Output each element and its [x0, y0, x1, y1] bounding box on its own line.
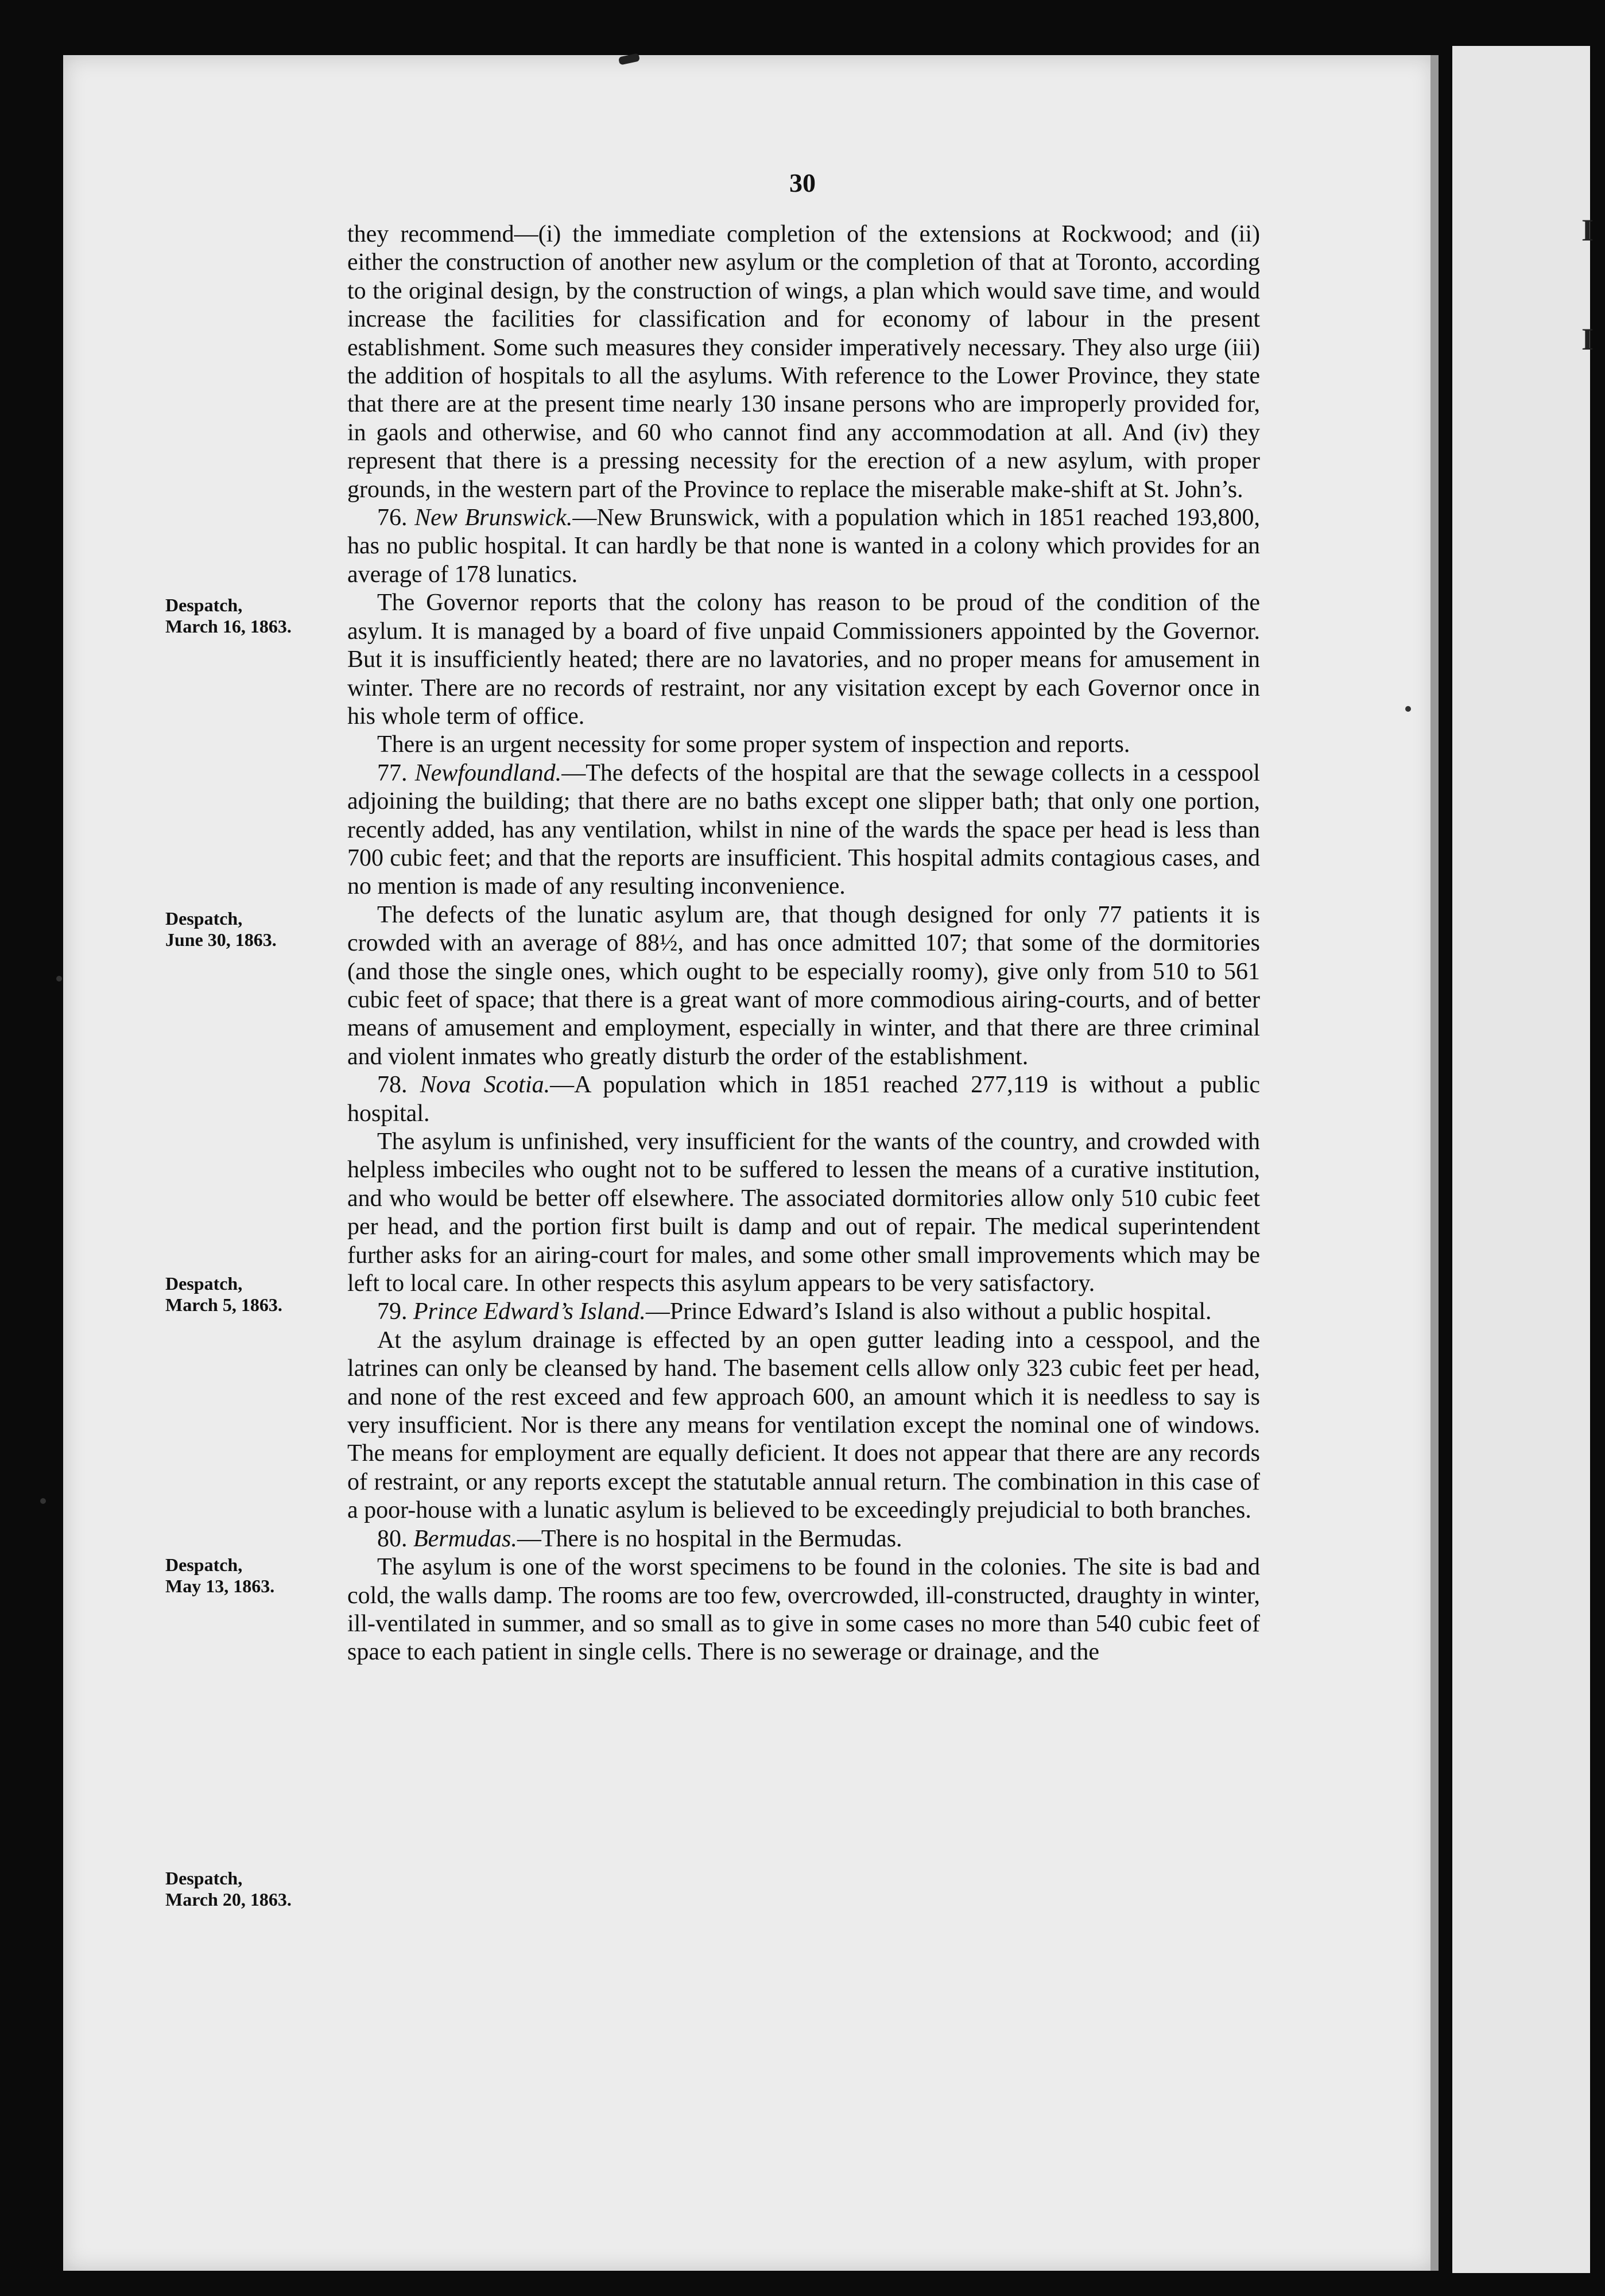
body-text [347, 220, 1260, 1667]
paragraph: At the asylum drainage is effected by an open gutter leading into a cesspool, and the latrines can only be cleansed by hand. The basement cells allow only 323 cubic feet per head, and none of the rest exceed and few approach 600, an amount which it is needless to say is very insufficient. Nor is there any means for ventilation except the nominal one of windows. The means for employment are equally deficient. It does not appear that there are any records of restraint, or any reports except the statutable annual return. The combination in this case of a poor-house with a lunatic asylum is believed to be exceedingly prejudicial to both branches. [347, 1327, 1260, 1524]
margin-note-label: Despatch, [165, 1273, 243, 1294]
section-title: Newfoundland. [414, 759, 562, 786]
section-text: —Prince Edward’s Island is also without a public hospital. [645, 1298, 1212, 1325]
paragraph: The Governor reports that the colony has reason to be proud of the condition of the asylum. It is managed by a board of five unpaid Commissioners appointed by the Governor. But it is insufficiently heated; there are no lavatories, and no proper means for amusement in winter. There are no records of restraint, nor any visitation except by each Governor once in his whole term of office. [347, 589, 1260, 730]
section-paragraph [347, 504, 1260, 589]
section-title: Bermudas. [413, 1525, 517, 1552]
margin-note-date: March 5, 1863. [165, 1294, 282, 1315]
paragraph: There is an urgent necessity for some proper system of inspection and reports. [377, 731, 1130, 758]
paragraph: The defects of the lunatic asylum are, that though designed for only 77 patients it is crowded with an average of 88½, and has once admitted 107; that some of the dormitories (and those the single ones, which ought to be especially roomy), give only from 510 to 561 cubic feet of space; that there is a great want of more commodious airing-courts, and of better means of amusement and employment, especially in winter, and that there are three criminal and violent inmates who greatly disturb the order of the establishment. [347, 901, 1260, 1070]
paragraph: The asylum is one of the worst specimens to be found in the colonies. The site is bad and cold, the walls damp. The rooms are too few, overcrowded, ill-constructed, draughty in winter, ill-ventilated in summer, and so small as to give in some cases no more than 540 cubic feet of space to each patient in single cells. There is no sewerage or drainage, and the [347, 1554, 1260, 1666]
scan-speck [56, 976, 62, 982]
page-edge [1430, 55, 1439, 2271]
paragraph: they recommend—(i) the immediate completion of the extensions at Rockwood; and (ii) either the construction of another new asylum or the completion of that at Toronto, according to the original design, by the construction of wings, a plan which would save time, and would increase the facilities for classification and for economy of labour in the present establishment. Some such measures they consider imperatively necessary. They also urge (iii) the addition of hospitals to all the asylums. With reference to the Lower Province, they state that there are at the present time nearly 130 insane persons who are improperly provided for, in gaols and otherwise, and 60 who cannot find any accommodation at all. And (iv) they represent that there is a pressing necessity for the erection of a new asylum, with proper grounds, in the western part of the Province to replace the miserable make-shift at St. John’s. [347, 221, 1260, 503]
section-number: 76. [377, 505, 408, 532]
section-paragraph [347, 1071, 1260, 1128]
scan-speck [1405, 706, 1411, 712]
section-text: —The defects of the hospital are that the sewage collects in a cesspool adjoining the building; that there are no baths except one slipper bath; that only one portion, recently added, has any ventilation, whilst in nine of the wards the space per head is less than 700 cubic feet; and that the reports are insufficient. This hospital admits contagious cases, and no mention is made of any resulting inconvenience. [347, 759, 1261, 900]
adjacent-page-strip [1452, 46, 1590, 2273]
section-paragraph [347, 759, 1260, 901]
margin-note [165, 908, 338, 951]
paragraph: The asylum is unfinished, very insufficient for the wants of the country, and crowded with helpless imbeciles who ought not to be suffered to lessen the means of a curative institution, and who would be better off elsewhere. The associated dormitories allow only 510 cubic feet per head, and the portion first built is damp and out of repair. The medical superintendent further asks for an airing-court for males, and some other small improvements which may be left to local care. In other respects this asylum appears to be very satisfactory. [347, 1128, 1260, 1297]
margin-note-label: Despatch, [165, 908, 243, 929]
section-title: New Brunswick. [414, 505, 573, 532]
section-text: —There is no hospital in the Bermudas. [517, 1525, 902, 1552]
adjacent-page-mark: I [1581, 322, 1594, 356]
margin-note-label: Despatch, [165, 1554, 243, 1575]
section-number: 77. [377, 759, 408, 786]
margin-note-label: Despatch, [165, 595, 243, 615]
margin-note-date: March 20, 1863. [165, 1889, 292, 1910]
margin-note-date: May 13, 1863. [165, 1576, 275, 1596]
section-text: —A population which in 1851 reached 277,119 is without a public hospital. [347, 1072, 1261, 1127]
section-title: Nova Scotia. [420, 1072, 550, 1099]
section-paragraph [347, 1525, 1260, 1553]
section-text: —New Brunswick, with a population which in 1851 reached 193,800, has no public hospital. It can hardly be that none is wanted in a colony which provides for an average of 178 lunatics. [347, 505, 1260, 588]
margin-note-date: June 30, 1863. [165, 929, 277, 950]
margin-note-date: March 16, 1863. [165, 616, 292, 637]
scan-speck [40, 1498, 46, 1504]
page-number: 30 [789, 168, 816, 197]
margin-note-label: Despatch, [165, 1868, 243, 1888]
section-number: 78. [377, 1072, 408, 1099]
section-paragraph [347, 1298, 1260, 1326]
margin-note [165, 1273, 338, 1316]
section-number: 79. [377, 1298, 408, 1325]
adjacent-page-mark: I [1581, 213, 1594, 247]
margin-note [165, 1868, 338, 1910]
section-title: Prince Edward’s Island. [413, 1298, 646, 1325]
margin-note [165, 1554, 338, 1597]
margin-note [165, 595, 338, 637]
section-number: 80. [377, 1525, 408, 1552]
